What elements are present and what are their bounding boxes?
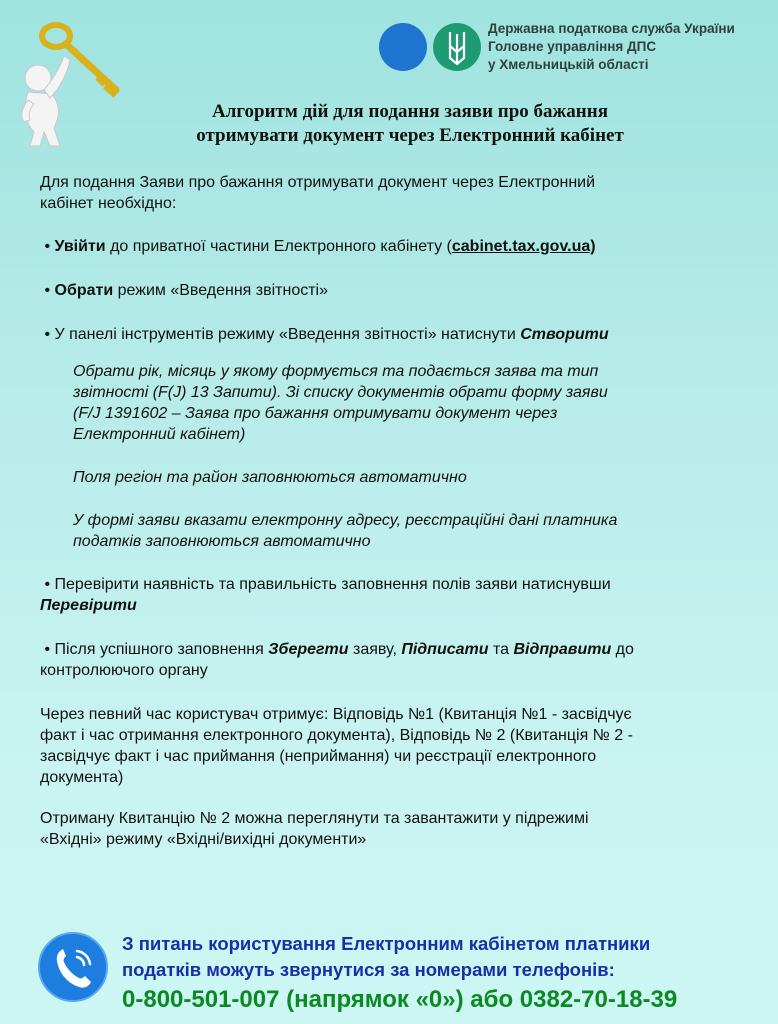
step-save-sign-send: [40, 639, 760, 681]
cabinet-link[interactable]: cabinet.tax.gov.ua): [451, 238, 596, 255]
step-check-text-content: • Перевірити наявність та правильність заповнення полів заяви натиснувши: [44, 576, 611, 593]
substep-email: [40, 510, 760, 552]
contact-line-1: З питань користування Електронним кабінетом платники: [122, 933, 651, 954]
org-line-1: Державна податкова служба України: [488, 21, 735, 36]
step-check: [40, 574, 760, 616]
substep-line: податків заповнюються автоматично: [73, 533, 371, 550]
result-line: факт і час отримання електронного документа), Відповідь № 2 (Квитанція № 2 -: [40, 727, 633, 744]
contact-phones[interactable]: 0-800-501-007 (напрямок «0») або 0382-70-18-39: [122, 986, 678, 1013]
org-line-2: Головне управління ДПС: [488, 39, 657, 54]
step-save-text: заяву,: [348, 641, 402, 658]
intro-line: кабінет необхідно:: [40, 195, 177, 212]
bullet-prefix: •: [44, 238, 55, 255]
sign-action: Підписати: [401, 641, 489, 658]
step-login-action: Увійти: [54, 238, 106, 255]
step-select-mode: [40, 280, 760, 301]
instructions: [40, 172, 760, 870]
receipt-line: «Вхідні» режиму «Вхідні/вихідні документи»: [40, 831, 367, 848]
org-line-3: у Хмельницькій області: [488, 57, 649, 72]
title-line-1: Алгоритм дій для подання заяви про бажання: [212, 101, 608, 122]
substep-select-form: [40, 361, 760, 445]
substep-line: звітності (F(J) 13 Запити). Зі списку документів обрати форму заяви: [73, 384, 608, 401]
result-line: Через певний час користувач отримує: Відповідь №1 (Квитанція №1 - засвідчує: [40, 706, 632, 723]
phone-icon: [37, 931, 109, 1003]
mascot-key-illustration: [20, 20, 130, 150]
contact-info: [122, 931, 677, 1017]
figure-icon: [22, 56, 70, 146]
title-line-2: отримувати документ через Електронний кабінет: [196, 125, 624, 146]
step-save-text: • Після успішного заповнення: [44, 641, 269, 658]
step-login-text: до приватної частини Електронного кабінету (: [105, 238, 452, 255]
step-create-action: Створити: [520, 326, 609, 343]
intro-paragraph: [40, 172, 760, 214]
step-check-text: [40, 576, 611, 593]
step-save-line2: контролюючого органу: [40, 662, 208, 679]
bullet-prefix: •: [44, 282, 55, 299]
contact-line-2: податків можуть звернутися за номерами телефонів:: [122, 959, 615, 980]
step-save-text: та: [488, 641, 514, 658]
step-create-text: • У панелі інструментів режиму «Введення звітності» натиснути: [44, 326, 521, 343]
result-paragraph: [40, 704, 760, 788]
step-create: [40, 324, 760, 345]
receipt-paragraph: [40, 808, 760, 850]
substep-line: Електронний кабінет): [73, 426, 246, 443]
result-line: документа): [40, 769, 124, 786]
step-select-action: Обрати: [54, 282, 114, 299]
intro-line: Для подання Заяви про бажання отримувати документ через Електронний: [40, 174, 596, 191]
page-title: [130, 100, 690, 148]
step-check-action: Перевірити: [40, 597, 137, 614]
substep-line: (F/J 1391602 – Заява про бажання отримувати документ через: [73, 405, 558, 422]
result-line: засвідчує факт і час приймання (неприймання) чи реєстрації електронного: [40, 748, 597, 765]
save-action: Зберегти: [268, 641, 349, 658]
substep-line: Обрати рік, місяць у якому формується та подається заява та тип: [73, 363, 599, 380]
organization-name: [488, 20, 735, 74]
step-login: [40, 236, 760, 257]
substep-line: У формі заяви вказати електронну адресу, реєстраційні дані платника: [73, 512, 618, 529]
receipt-line: Отриману Квитанцію № 2 можна переглянути та завантажити у підрежимі: [40, 810, 589, 827]
step-select-text: режим «Введення звітності»: [113, 282, 329, 299]
send-action: Відправити: [513, 641, 612, 658]
dps-logo: [378, 18, 482, 76]
substep-auto-fields: Поля регіон та район заповнюються автоматично: [73, 469, 467, 486]
step-save-text: до: [611, 641, 634, 658]
